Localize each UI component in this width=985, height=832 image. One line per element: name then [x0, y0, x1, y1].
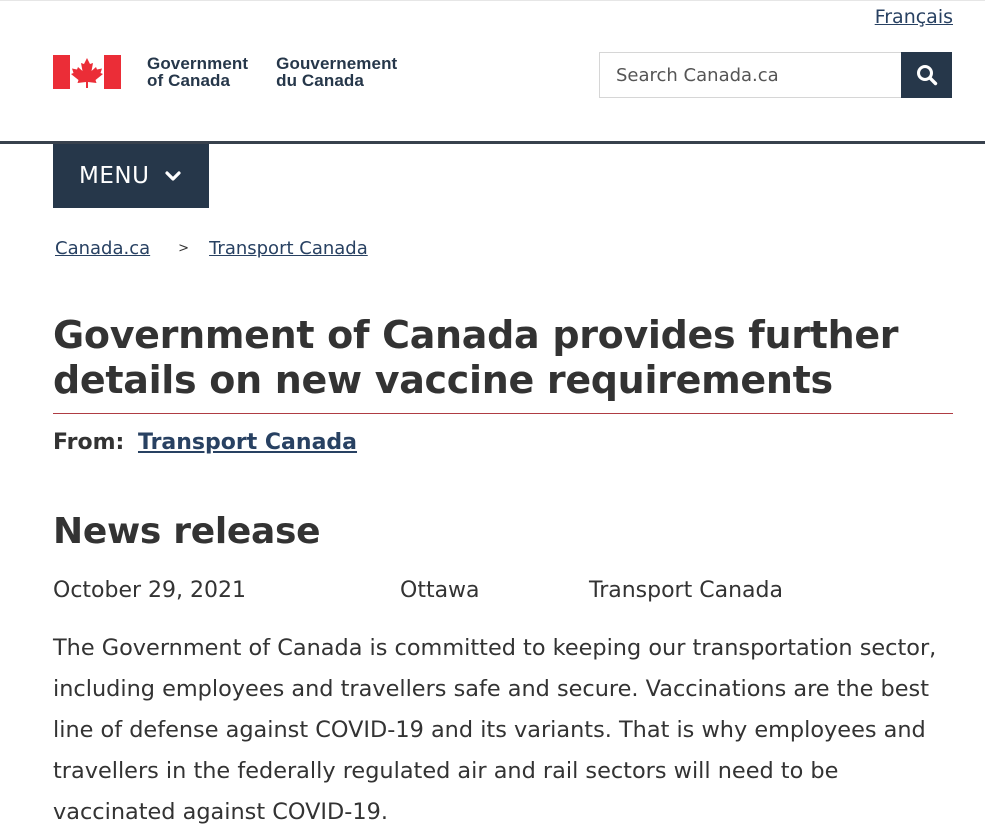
canada-flag-icon [53, 55, 121, 89]
title-underline [53, 413, 953, 414]
intro-paragraph: The Government of Canada is committed to keeping our transportation sector, including employees and travellers safe and secure. Vaccinations are the best line of defense against COVID-19 and its variants. That is why employees and travellers in the federally regulated air and rail sectors will need to be vaccinated against COVID-19. [53, 635, 937, 825]
breadcrumb-link-transport[interactable]: Transport Canada [209, 238, 368, 259]
menu-button[interactable] [53, 144, 209, 208]
brand-english [147, 55, 248, 89]
top-border [0, 0, 985, 1]
brand-french [276, 55, 397, 89]
page-title: Government of Canada provides further details on new vaccine requirements [53, 313, 899, 402]
breadcrumb [55, 238, 368, 259]
section-title: News release [53, 511, 321, 552]
from-line [53, 430, 357, 455]
language-toggle-link[interactable]: Français [874, 6, 953, 28]
brand-en-line2: of Canada [147, 71, 231, 90]
brand-en-line1: Government [147, 54, 249, 73]
brand-fr-line1: Gouvernement [276, 54, 398, 73]
breadcrumb-link-canada[interactable]: Canada.ca [55, 238, 151, 259]
search-icon [916, 64, 938, 86]
search-form [599, 52, 952, 98]
menu-label: MENU [79, 163, 150, 189]
search-button[interactable] [901, 52, 952, 98]
release-location: Ottawa [400, 578, 480, 603]
chevron-down-icon [165, 170, 181, 182]
release-department: Transport Canada [589, 578, 783, 603]
breadcrumb-separator: > [178, 241, 190, 256]
brand-fr-line2: du Canada [276, 71, 364, 90]
from-label: From: [53, 430, 125, 455]
government-signature[interactable] [53, 55, 397, 89]
search-input[interactable] [599, 52, 901, 98]
release-date: October 29, 2021 [53, 578, 247, 603]
from-department-link[interactable]: Transport Canada [137, 430, 358, 455]
